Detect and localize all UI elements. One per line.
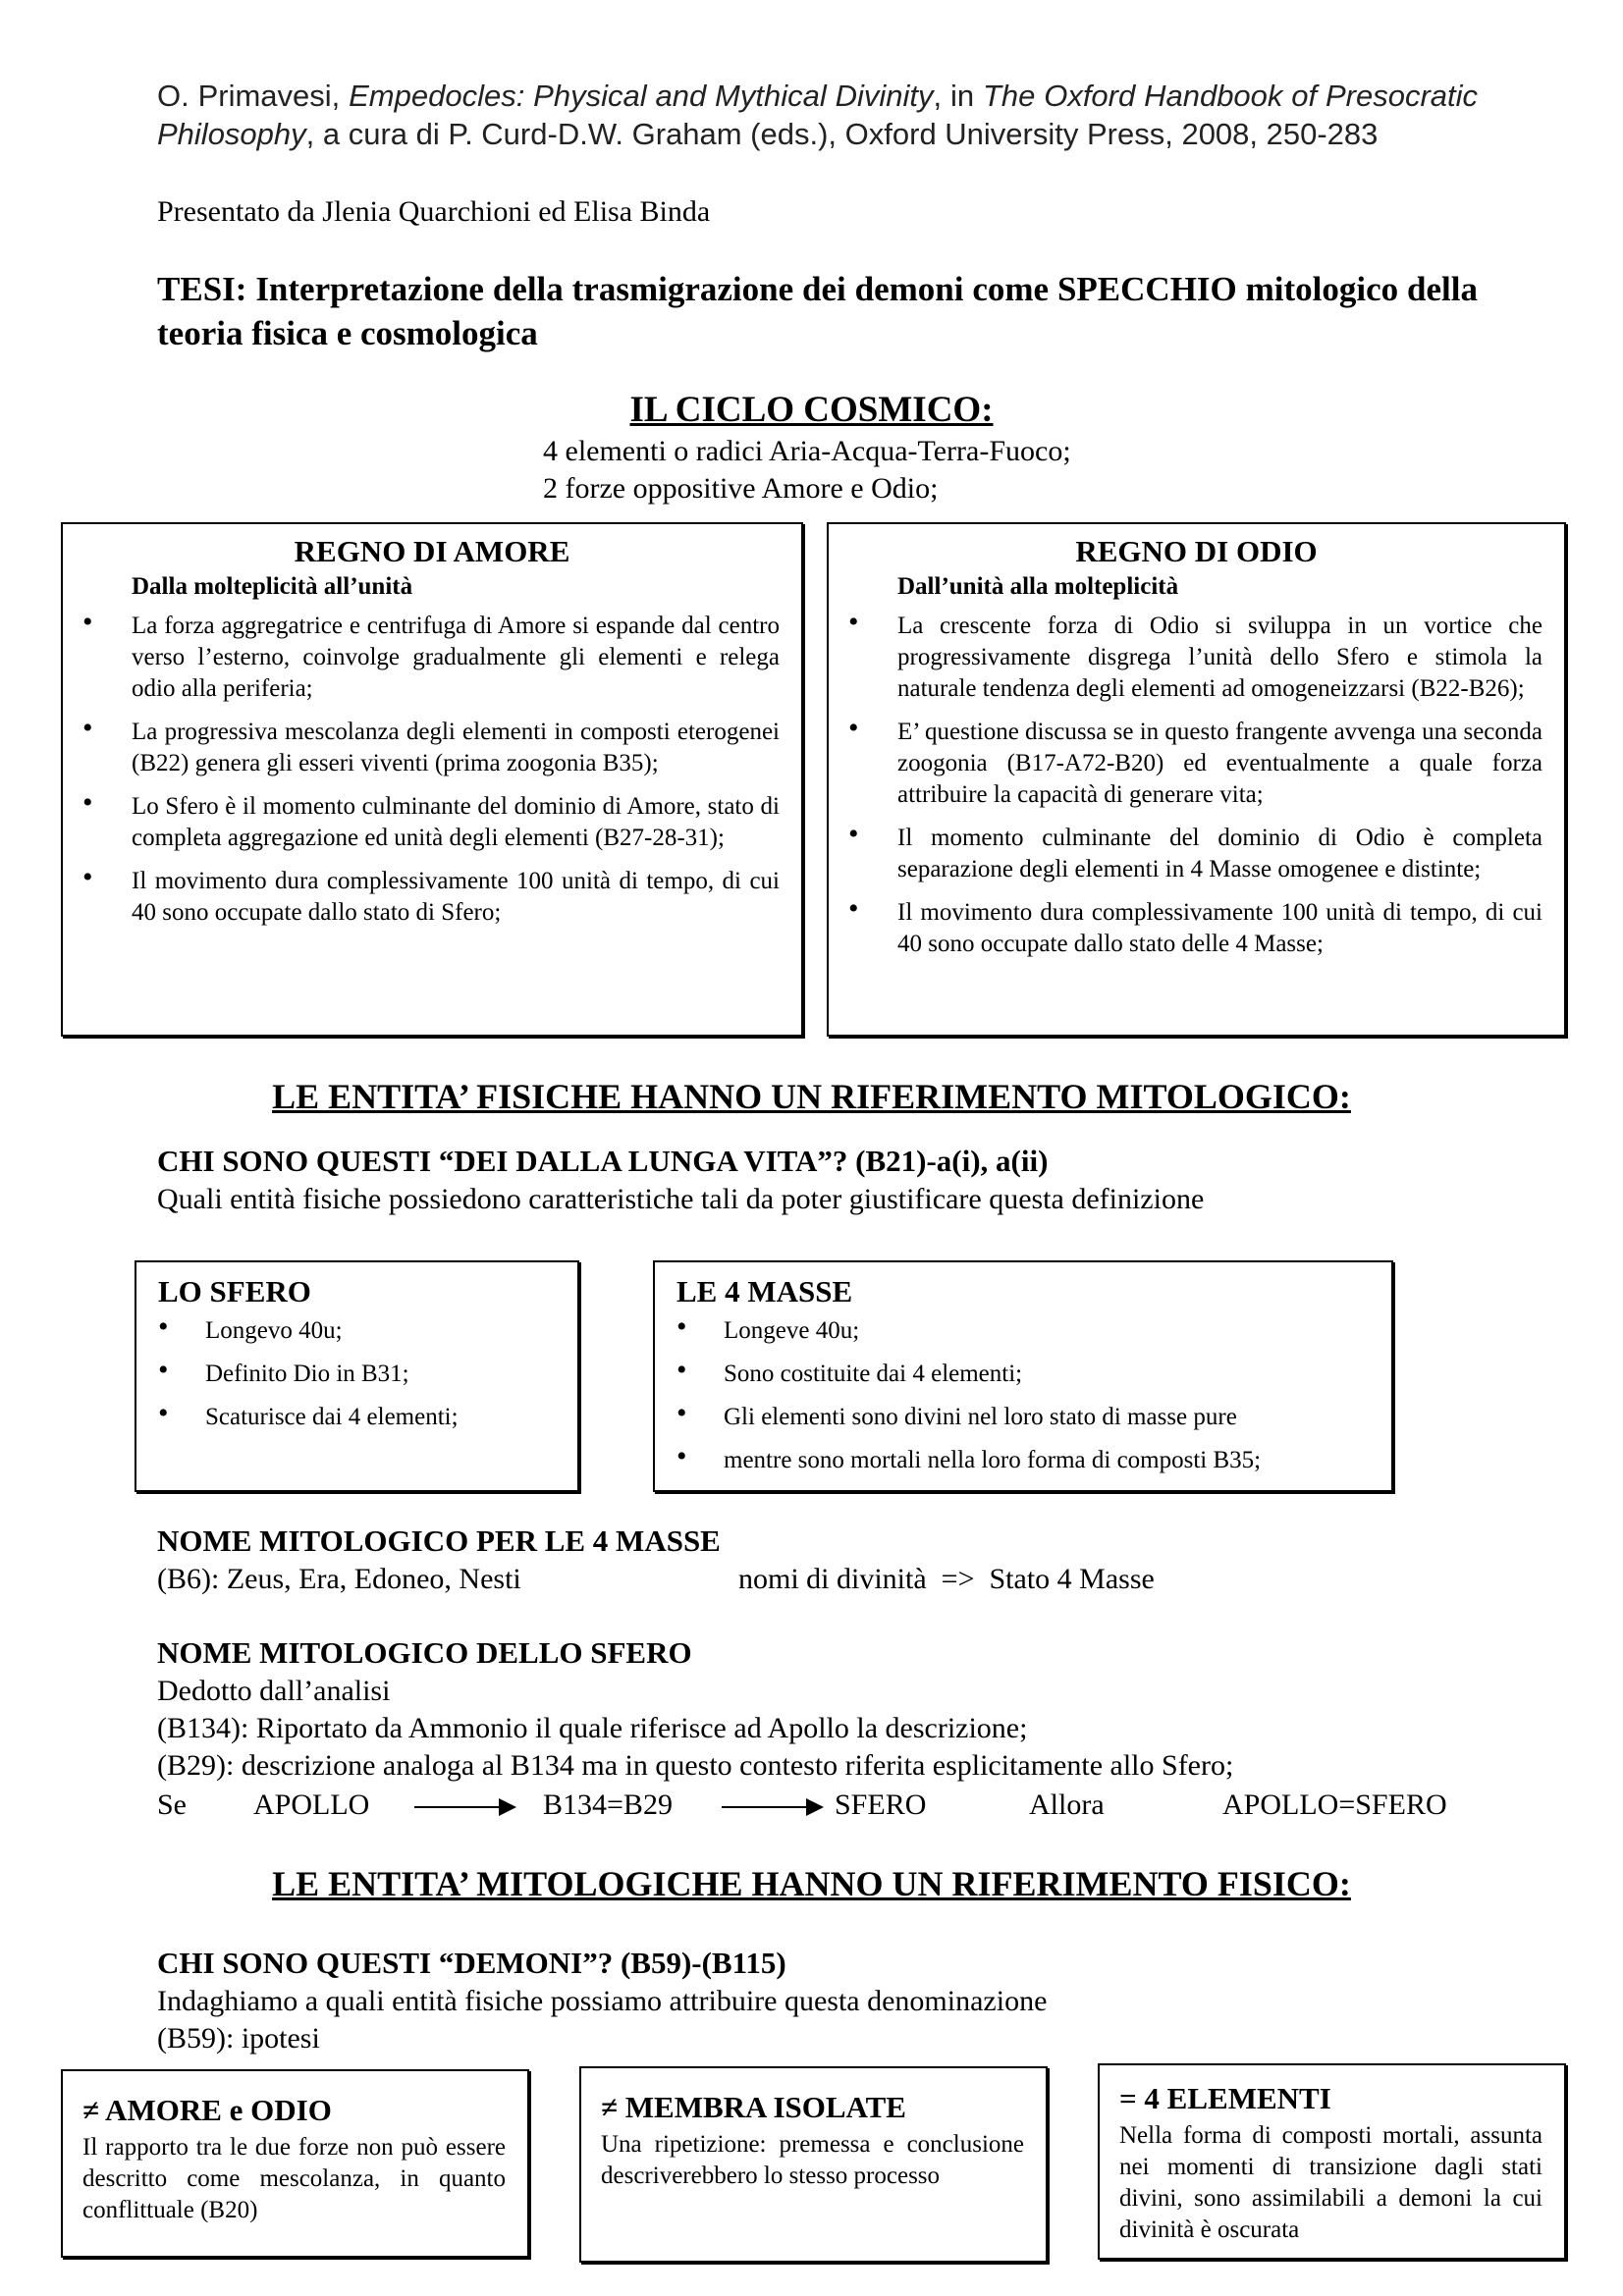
list-item: • Scaturisce dai 4 elementi;	[136, 1402, 577, 1433]
list-item: • Gli elementi sono divini nel loro stato di masse pure	[655, 1402, 1391, 1433]
hypothesis-box-amore-odio	[61, 2069, 529, 2258]
masse-box	[653, 1260, 1393, 1492]
book-title: The Oxford Handbook of Presocratic Philosophy	[157, 79, 1479, 151]
odio-title: REGNO DI ODIO	[1075, 534, 1318, 568]
thesis: TESI: Interpretazione della trasmigrazione dei demoni come SPECCHIO mitologico della teoria fisica e cosmologica	[157, 270, 1478, 352]
section-physical-title: LE ENTITA’ FISICHE HANNO UN RIFERIMENTO MITOLOGICO:	[272, 1077, 1351, 1116]
box-title: ≠ MEMBRA ISOLATE	[601, 2090, 906, 2124]
list-item: • Il momento culminante del dominio di Odio è completa separazione degli elementi in 4 Masse omogenee e distinte;	[829, 823, 1564, 885]
list-item: • Lo Sfero è il momento culminante del dominio di Amore, stato di completa aggregazione ed unità degli elementi (B27-28-31);	[63, 791, 801, 854]
chain-se: Se	[157, 1789, 187, 1821]
chain-allora: Allora	[1029, 1789, 1105, 1821]
list-item: • Il movimento dura complessivamente 100 unità di tempo, di cui 40 sono occupate dallo stato delle 4 Masse;	[829, 897, 1564, 960]
list-item: • Sono costituite dai 4 elementi;	[655, 1359, 1391, 1390]
hypothesis-box-elementi	[1098, 2063, 1566, 2260]
sfero-box	[135, 1260, 579, 1492]
nome-sfero-line: (B134): Riportato da Ammonio il quale riferisce ad Apollo la descrizione;	[157, 1712, 1028, 1744]
cycle-line-1: 4 elementi o radici Aria-Acqua-Terra-Fuoco;	[543, 435, 1071, 467]
question-gods: CHI SONO QUESTI “DEI DALLA LUNGA VITA”? (B21)-a(i), a(ii)	[157, 1144, 1049, 1178]
list-item: • E’ questione discussa se in questo frangente avvenga una seconda zoogonia (B17-A72-B20) ed eventualmente a quale forza attribuire la capacità di generare vita;	[829, 717, 1564, 811]
nome-masse-left: (B6): Zeus, Era, Edoneo, Nesti	[157, 1563, 521, 1595]
question-demons-text: Indaghiamo a quali entità fisiche possiamo attribuire questa denominazione	[157, 1985, 1048, 2017]
chain-b134: B134=B29	[543, 1789, 673, 1821]
list-item: • La forza aggregatrice e centrifuga di Amore si espande dal centro verso l’esterno, coinvolge gradualmente gli elementi e relega odio alla periferia;	[63, 611, 801, 705]
list-item: • Definito Dio in B31;	[136, 1359, 577, 1390]
question-gods-text: Quali entità fisiche possiedono caratteristiche tali da poter giustificare questa definizione	[157, 1183, 1205, 1215]
list-item: • mentre sono mortali nella loro forma di composti B35;	[655, 1445, 1391, 1476]
list-item: • Longevo 40u;	[136, 1315, 577, 1347]
publication-info: , a cura di P. Curd-D.W. Graham (eds.), Oxford University Press, 2008, 250-283	[305, 117, 1379, 151]
masse-title: LE 4 MASSE	[676, 1274, 853, 1308]
box-text: Nella forma di composti mortali, assunta nei momenti di transizione dagli stati divini, sono assimilabili a demoni la cui divinità è oscurata	[1119, 2122, 1542, 2243]
chain-apollo: APOLLO	[253, 1789, 370, 1821]
hypothesis-label: (B59): ipotesi	[157, 2022, 320, 2055]
author: O. Primavesi,	[157, 79, 350, 113]
list-item: • La progressiva mescolanza degli elementi in composti eterogenei (B22) genera gli esseri viventi (prima zoogonia B35);	[63, 717, 801, 779]
nome-sfero-line: (B29): descrizione analoga al B134 ma in questo contesto riferita esplicitamente allo Sfero;	[157, 1749, 1234, 1782]
cycle-line-2: 2 forze oppositive Amore e Odio;	[543, 472, 939, 505]
hypothesis-box-membra	[579, 2066, 1048, 2263]
list-item: • La crescente forza di Odio si sviluppa in un vortice che progressivamente disgrega l’unità dello Sfero e stimola la naturale tendenza degli elementi ad omogeneizzarsi (B22-B26);	[829, 611, 1564, 705]
in-text: , in	[933, 79, 983, 113]
box-text: Il rapporto tra le due forze non può essere descritto come mescolanza, in quanto conflittuale (B20)	[82, 2134, 506, 2223]
arrow-icon	[712, 1787, 830, 1824]
amore-subtitle: Dalla molteplicità all’unità	[132, 573, 413, 600]
arrow-icon	[405, 1787, 522, 1824]
nome-sfero-title: NOME MITOLOGICO DELLO SFERO	[157, 1635, 692, 1670]
list-item: • Longeve 40u;	[655, 1315, 1391, 1347]
amore-box	[61, 522, 803, 1037]
section-mythical-title: LE ENTITA’ MITOLOGICHE HANNO UN RIFERIMENTO FISICO:	[272, 1864, 1351, 1903]
box-title: = 4 ELEMENTI	[1119, 2081, 1331, 2115]
nome-sfero-line: Dedotto dall’analisi	[157, 1675, 391, 1707]
list-item: • Il movimento dura complessivamente 100 unità di tempo, di cui 40 sono occupate dallo stato di Sfero;	[63, 866, 801, 929]
presenters: Presentato da Jlenia Quarchioni ed Elisa Binda	[157, 195, 711, 228]
box-text: Una ripetizione: premessa e conclusione descriverebbero lo stesso processo	[601, 2131, 1024, 2189]
cosmic-cycle-title: IL CICLO COSMICO:	[629, 390, 994, 430]
chain-result: APOLLO=SFERO	[1222, 1789, 1447, 1821]
question-demons: CHI SONO QUESTI “DEMONI”? (B59)-(B115)	[157, 1946, 786, 1980]
odio-subtitle: Dall’unità alla molteplicità	[897, 573, 1179, 600]
article-title: Empedocles: Physical and Mythical Divinity	[349, 79, 934, 113]
citation	[157, 77, 1478, 153]
odio-box	[827, 522, 1566, 1037]
nome-masse-title: NOME MITOLOGICO PER LE 4 MASSE	[157, 1523, 721, 1558]
nome-masse-right: nomi di divinità => Stato 4 Masse	[738, 1563, 1155, 1595]
sfero-title: LO SFERO	[158, 1274, 311, 1308]
chain-sfero: SFERO	[835, 1789, 927, 1821]
amore-title: REGNO DI AMORE	[294, 534, 570, 568]
box-title: ≠ AMORE e ODIO	[82, 2093, 332, 2127]
